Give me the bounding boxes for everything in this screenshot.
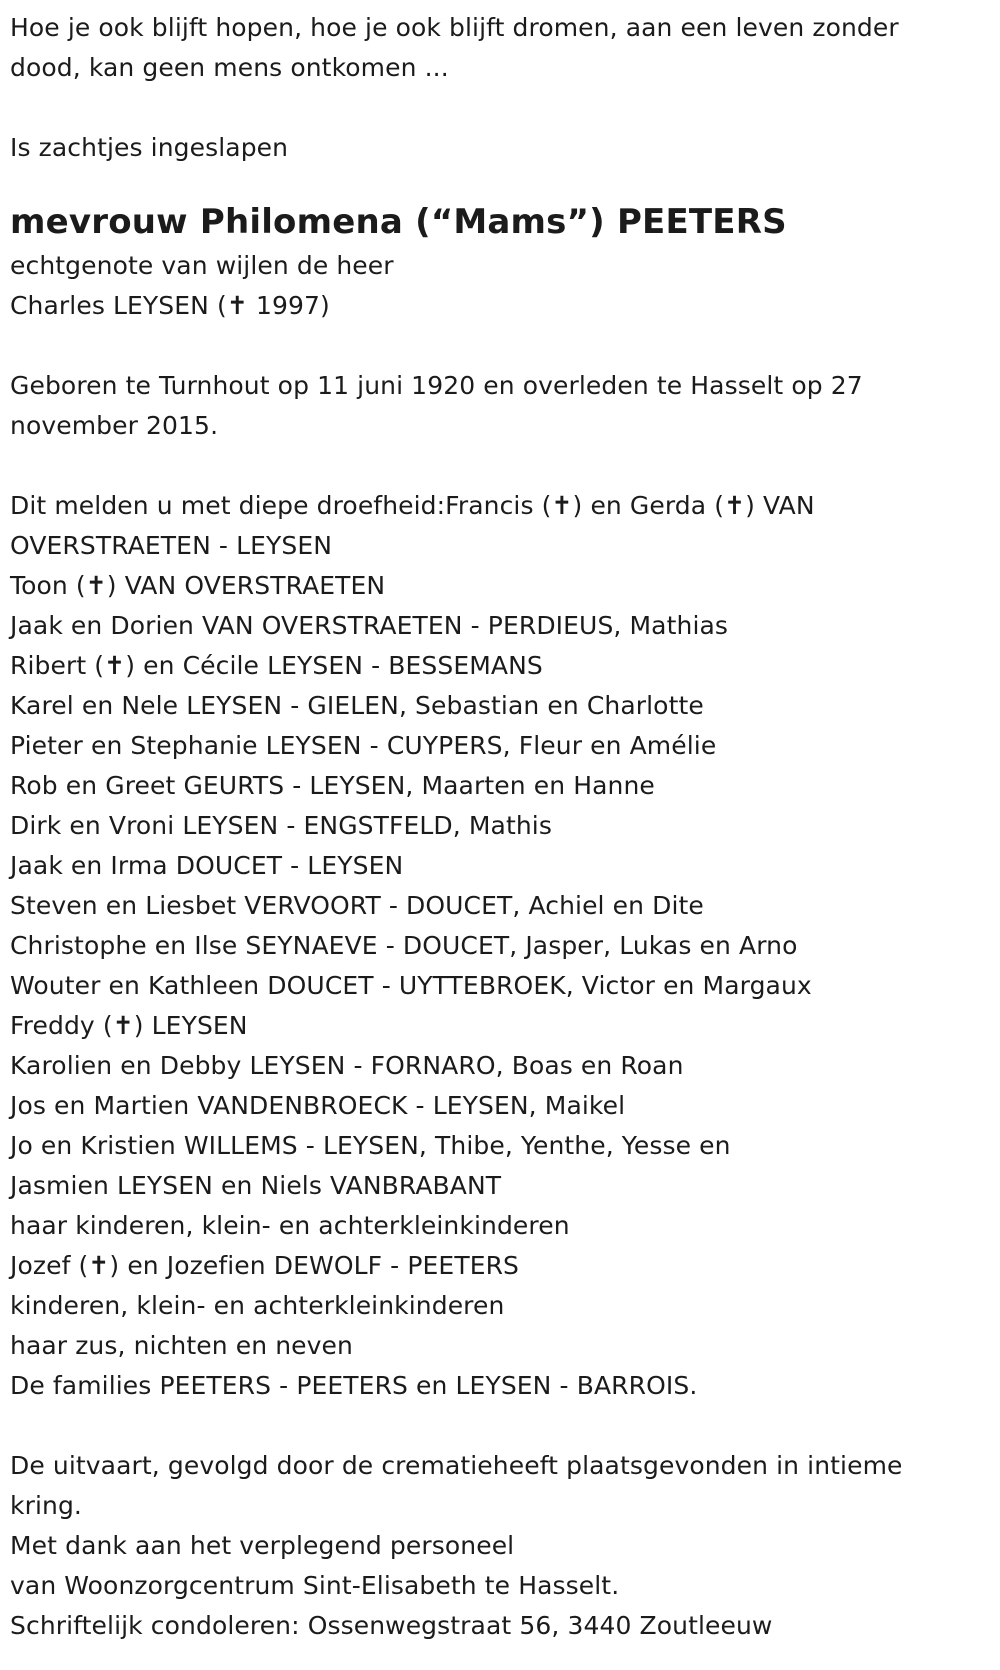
mourner-line: Rob en Greet GEURTS - LEYSEN, Maarten en Hanne <box>10 771 655 800</box>
mourner-line: Jo en Kristien WILLEMS - LEYSEN, Thibe, Yenthe, Yesse en <box>10 1131 731 1160</box>
funeral-line: De uitvaart, gevolgd door de crematieheeft plaatsgevonden in intieme <box>10 1451 903 1480</box>
mourner-line: Jaak en Irma DOUCET - LEYSEN <box>10 851 404 880</box>
mourner-line: Dit melden u met diepe droefheid:Francis (✝) en Gerda (✝) VAN <box>10 491 815 520</box>
mourner-line: Jasmien LEYSEN en Niels VANBRABANT <box>10 1171 502 1200</box>
closing-section <box>10 1446 990 1646</box>
spacer <box>10 168 990 198</box>
mourner-line: Karel en Nele LEYSEN - GIELEN, Sebastian en Charlotte <box>10 691 704 720</box>
mourner-line: OVERSTRAETEN - LEYSEN <box>10 531 333 560</box>
mourner-line: Ribert (✝) en Cécile LEYSEN - BESSEMANS <box>10 651 543 680</box>
life-dates-line: november 2015. <box>10 411 219 440</box>
thanks-line: Met dank aan het verplegend personeel <box>10 1531 515 1560</box>
announcement-text: Is zachtjes ingeslapen <box>10 133 289 162</box>
mourner-line: Jozef (✝) en Jozefien DEWOLF - PEETERS <box>10 1251 520 1280</box>
mourner-line: kinderen, klein- en achterkleinkinderen <box>10 1291 505 1320</box>
funeral-line: kring. <box>10 1491 82 1520</box>
spouse-line: Charles LEYSEN (✝ 1997) <box>10 291 330 320</box>
mourner-line: Wouter en Kathleen DOUCET - UYTTEBROEK, Victor en Margaux <box>10 971 812 1000</box>
condolence-address: Schriftelijk condoleren: Ossenwegstraat 56, 3440 Zoutleeuw <box>10 1611 773 1640</box>
mourner-line: Christophe en Ilse SEYNAEVE - DOUCET, Jasper, Lukas en Arno <box>10 931 798 960</box>
mourner-line: Steven en Liesbet VERVOORT - DOUCET, Achiel en Dite <box>10 891 704 920</box>
mourners-section <box>10 486 990 1406</box>
mourner-line: haar zus, nichten en neven <box>10 1331 353 1360</box>
mourner-line: Pieter en Stephanie LEYSEN - CUYPERS, Fleur en Amélie <box>10 731 717 760</box>
deceased-name: mevrouw Philomena (“Mams”) PEETERS <box>10 202 787 242</box>
mourner-line: Freddy (✝) LEYSEN <box>10 1011 248 1040</box>
mourner-line: Jaak en Dorien VAN OVERSTRAETEN - PERDIEUS, Mathias <box>10 611 729 640</box>
mourner-line: Jos en Martien VANDENBROECK - LEYSEN, Maikel <box>10 1091 626 1120</box>
mourner-line: Karolien en Debby LEYSEN - FORNARO, Boas en Roan <box>10 1051 684 1080</box>
life-dates-line: Geboren te Turnhout op 11 juni 1920 en overleden te Hasselt op 27 <box>10 371 863 400</box>
deceased-section <box>10 202 990 326</box>
mourner-line: De families PEETERS - PEETERS en LEYSEN - BARROIS. <box>10 1371 698 1400</box>
spacer <box>10 1406 990 1446</box>
spouse-line: echtgenote van wijlen de heer <box>10 251 394 280</box>
spacer <box>10 88 990 128</box>
spacer <box>10 326 990 366</box>
mourner-line: haar kinderen, klein- en achterkleinkinderen <box>10 1211 570 1240</box>
mourner-line: Dirk en Vroni LEYSEN - ENGSTFELD, Mathis <box>10 811 552 840</box>
thanks-line: van Woonzorgcentrum Sint-Elisabeth te Hasselt. <box>10 1571 620 1600</box>
mourner-line: Toon (✝) VAN OVERSTRAETEN <box>10 571 386 600</box>
poem-line: dood, kan geen mens ontkomen ... <box>10 53 449 82</box>
spacer <box>10 446 990 486</box>
intro-section <box>10 8 990 168</box>
life-dates-section <box>10 366 990 446</box>
poem-line: Hoe je ook blijft hopen, hoe je ook blijft dromen, aan een leven zonder <box>10 13 899 42</box>
